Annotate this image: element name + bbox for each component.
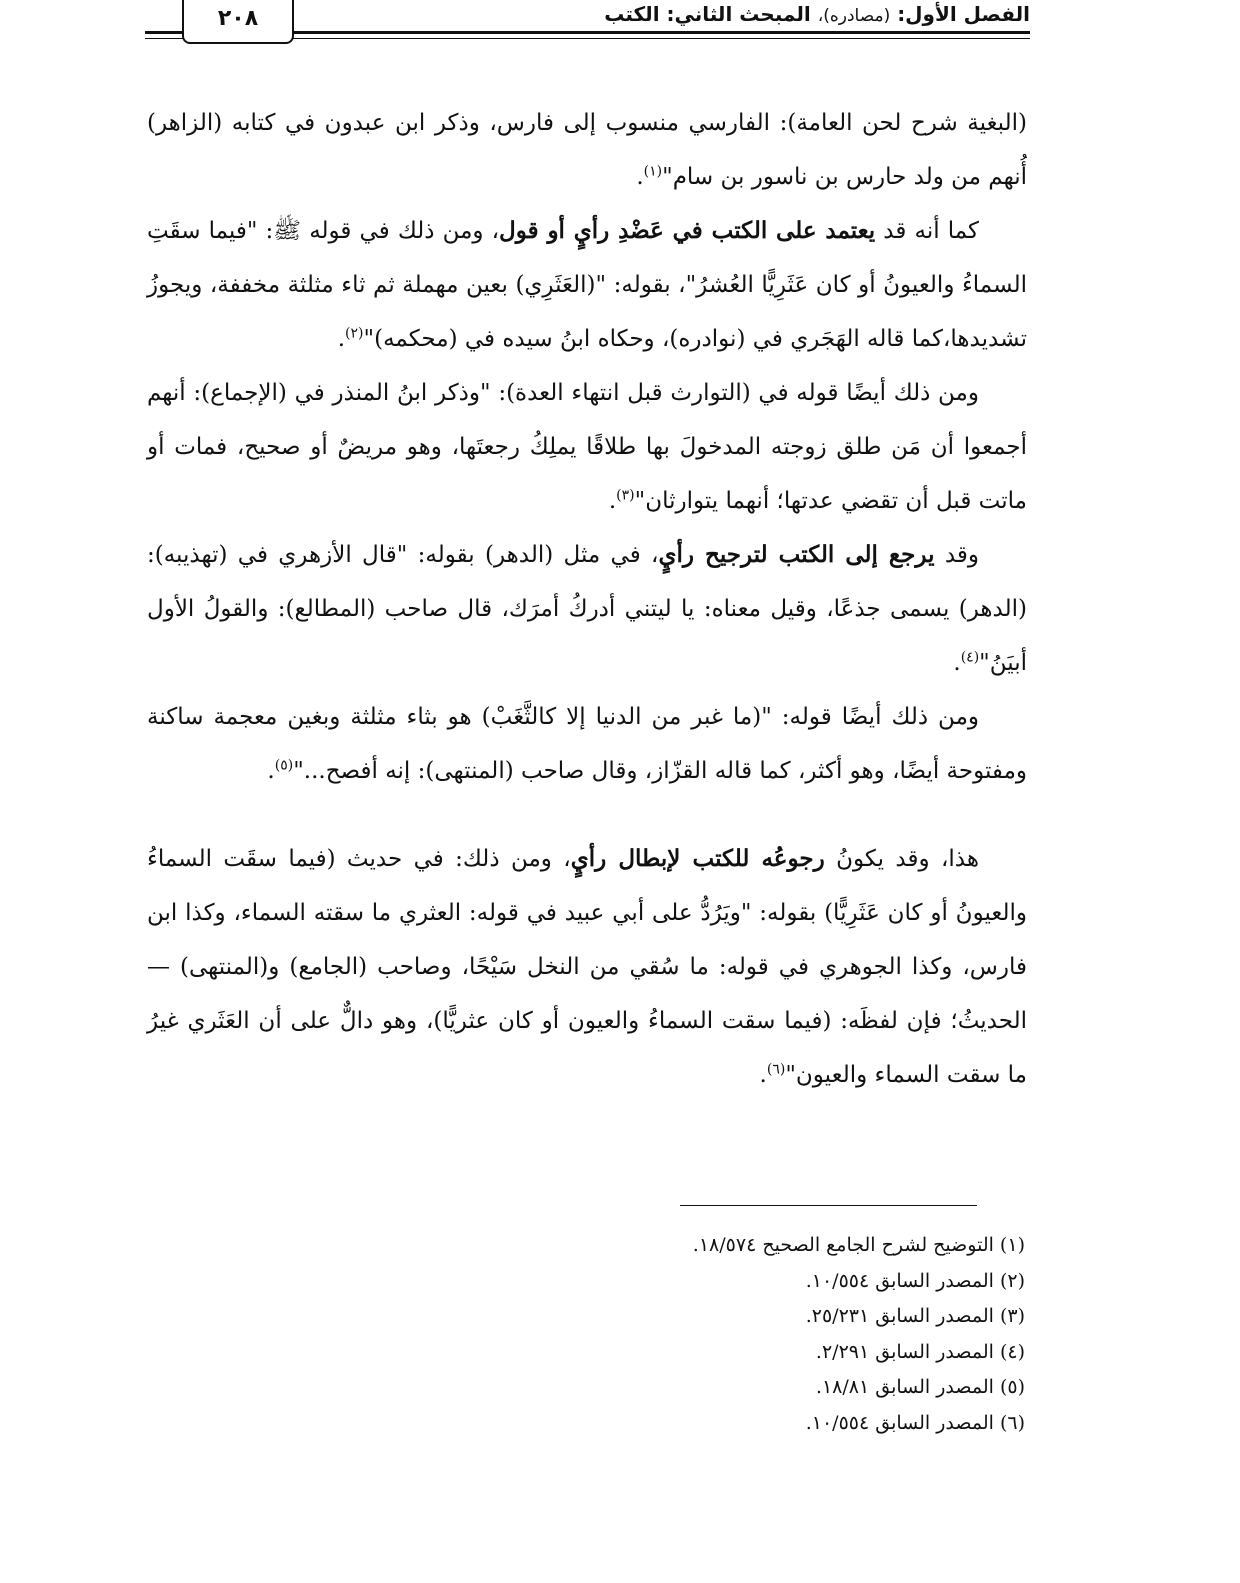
footnote: (٥) المصدر السابق ١٨/٨١.	[815, 1376, 1025, 1398]
paragraph	[147, 366, 1027, 528]
main-text	[147, 96, 1027, 1102]
footnote: (٤) المصدر السابق ٢/٢٩١.	[815, 1340, 1025, 1363]
emphasis-text: رجوعُه للكتب لإبطال رأيٍ	[570, 845, 825, 872]
footnote: (٣) المصدر السابق ٢٥/٢٣١.	[805, 1305, 1025, 1327]
footnote-ref: (٥)	[274, 757, 294, 774]
footnote: (٦) المصدر السابق ١٠/٥٥٤.	[805, 1411, 1025, 1434]
chapter-subject: (مصادره)،	[817, 6, 891, 26]
page-header	[145, 0, 1030, 46]
footnote-ref: (٢)	[345, 325, 364, 342]
text-run: .	[608, 488, 617, 514]
text-run: وقد	[934, 542, 979, 568]
section-title: المبحث الثاني: الكتب	[604, 2, 811, 26]
text-run: ، ومن ذلك في قوله ﷺ: "فيما سقَتِ السماءُ والعيونُ أو كان عَثَرِيًّا العُشرُ"، بقوله: "(العَثَرِي) بعين مهملة ثم ثاء مثلثة مخففة، ويجوزُ تشديدها،كما قاله الهَجَري في (نوادره)، وحكاه ابنُ سيده في (محكمه)"	[147, 218, 1027, 352]
footnote-separator	[680, 1205, 977, 1206]
paragraph	[147, 690, 1027, 798]
paragraph	[147, 832, 1027, 1102]
text-run: .	[953, 650, 961, 676]
text-run: ومن ذلك أيضًا قوله في (التوارث قبل انتهاء العدة): "وذكر ابنُ المنذر في (الإجماع): أنهم أجمعوا أن مَن طلق زوجته المدخولَ بها طلاقًا يملِكُ رجعتَها، وهو مريضٌ أو صحيح، فمات أو ماتت قبل أن تقضي عدتها؛ أنهما يتوارثان"	[147, 380, 1027, 514]
page-number: ٢٠٨	[182, 0, 294, 44]
paragraph	[147, 96, 1027, 204]
text-run: هذا، وقد يكونُ	[824, 846, 979, 872]
paragraph	[147, 204, 1027, 366]
paragraph	[147, 528, 1027, 690]
text-run: ومن ذلك أيضًا قوله: "(ما غبر من الدنيا إلا كالثَّغَبْ) هو بثاء مثلثة وبغين معجمة ساكنة ومفتوحة أيضًا، وهو أكثر، كما قاله القزّاز، وقال صاحب (المنتهى): إنه أفصح..."	[147, 704, 1027, 784]
footnote: (٢) المصدر السابق ١٠/٥٥٤.	[805, 1269, 1025, 1292]
text-run: .	[759, 1062, 767, 1088]
emphasis-text: يرجع إلى الكتب لترجيح رأيٍ	[658, 541, 935, 568]
footnote-ref: (٣)	[616, 487, 635, 504]
text-run: ، في مثل (الدهر) بقوله: "قال الأزهري في (تهذيبه): (الدهر) يسمى جذعًا، وقيل معناه: يا ليتني أدركُ أمرَك، قال صاحب (المطالع): والقولُ الأول أبيَنُ"	[147, 542, 1027, 676]
text-run: كما أنه قد	[875, 218, 979, 244]
text-run: (البغية شرح لحن العامة): الفارسي منسوب إلى فارس، وذكر ابن عبدون في كتابه (الزاهر) أُنهم من ولد حارس بن ناسور بن سام"	[147, 110, 1027, 190]
text-run: ، ومن ذلك: في حديث (فيما سقَت السماءُ والعيونُ أو كان عَثَرِيًّا) بقوله: "ويَرُدُّ على أبي عبيد في قوله: العثري ما سقته السماء، وكذا ابن فارس، وكذا الجوهري في قوله: ما سُقي من النخل سَيْحًا، وصاحب (الجامع) و(المنتهى) — الحديثُ؛ فإن لفظَه: (فيما سقت السماءُ والعيون أو كان عثريًّا)، وهو دالٌّ على أن العَثَري غيرُ ما سقت السماء والعيون"	[147, 846, 1027, 1088]
text-run: .	[337, 326, 346, 352]
footnote-ref: (١)	[643, 163, 663, 180]
footnote-ref: (٤)	[960, 649, 980, 666]
text-run: .	[267, 758, 275, 784]
footnote: (١) التوضيح لشرح الجامع الصحيح ١٨/٥٧٤.	[692, 1234, 1025, 1256]
footnotes	[560, 1228, 1025, 1441]
text-run: .	[636, 164, 644, 190]
running-title	[604, 2, 1030, 26]
chapter-title: الفصل الأول:	[897, 2, 1030, 26]
emphasis-text: يعتمد على الكتب في عَضْدِ رأيٍ أو قول	[499, 217, 876, 244]
footnote-ref: (٦)	[766, 1061, 786, 1078]
